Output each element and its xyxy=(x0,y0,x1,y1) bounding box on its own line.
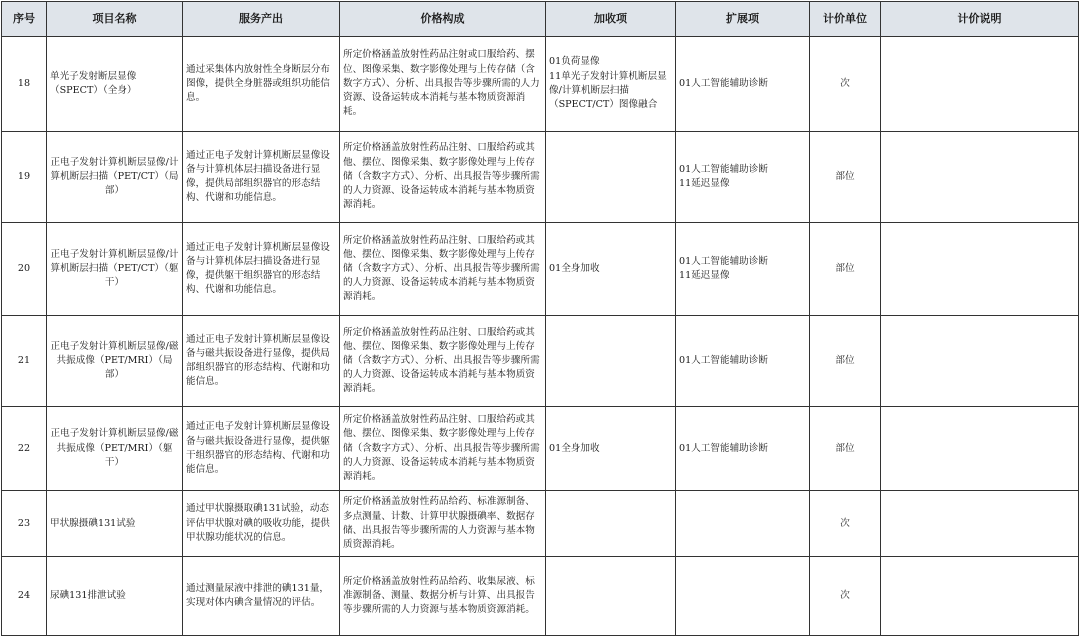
extension: 01人工智能辅助诊断 11延迟显像 xyxy=(676,223,810,316)
price-composition: 所定价格涵盖放射性药品注射、口服给药或其他、摆位、图像采集、数字影像处理与上传存储（含数字方式）、分析、出具报告等步骤所需的人力资源、设备运转成本消耗与基本物质资源消耗。 xyxy=(340,315,546,407)
pricing-note xyxy=(881,37,1079,132)
item-name: 单光子发射断层显像 （SPECT）（全身） xyxy=(47,37,183,132)
item-name: 甲状腺摄碘131试验 xyxy=(47,491,183,557)
table-row xyxy=(2,315,1079,407)
pricing-unit: 部位 xyxy=(810,407,881,491)
extension: 01人工智能辅助诊断 xyxy=(676,315,810,407)
pricing-unit: 次 xyxy=(810,491,881,557)
extension: 01人工智能辅助诊断 11延迟显像 xyxy=(676,131,810,223)
header-extension: 扩展项 xyxy=(676,2,810,37)
extension xyxy=(676,491,810,557)
table-row xyxy=(2,223,1079,316)
surcharge xyxy=(546,491,676,557)
header-item-name: 项目名称 xyxy=(47,2,183,37)
pricing-note xyxy=(881,407,1079,491)
item-name: 正电子发射计算机断层显像/磁共振成像（PET/MRI）（躯干） xyxy=(47,407,183,491)
price-composition: 所定价格涵盖放射性药品给药、收集尿液、标准源制备、测量、数据分析与计算、出具报告等步骤所需的人力资源与基本物质资源消耗。 xyxy=(340,557,546,636)
extension: 01人工智能辅助诊断 xyxy=(676,37,810,132)
pricing-unit: 部位 xyxy=(810,131,881,223)
item-name: 正电子发射计算机断层显像/计算机断层扫描（PET/CT）（局部） xyxy=(47,131,183,223)
row-number: 19 xyxy=(2,131,47,223)
pricing-unit: 次 xyxy=(810,557,881,636)
header-row xyxy=(2,2,1079,37)
table-row xyxy=(2,557,1079,636)
header-surcharge: 加收项 xyxy=(546,2,676,37)
price-composition: 所定价格涵盖放射性药品注射或口服给药、摆位、图像采集、数字影像处理与上传存储（含数字方式）、分析、出具报告等步骤所需的人力资源、设备运转成本消耗与基本物质资源消耗。 xyxy=(340,37,546,132)
pricing-unit: 部位 xyxy=(810,223,881,316)
service-output: 通过采集体内放射性全身断层分布图像，提供全身脏器或组织功能信息。 xyxy=(183,37,340,132)
surcharge xyxy=(546,557,676,636)
price-composition: 所定价格涵盖放射性药品注射、口服给药或其他、摆位、图像采集、数字影像处理与上传存储（含数字方式）、分析、出具报告等步骤所需的人力资源、设备运转成本消耗与基本物质资源消耗。 xyxy=(340,407,546,491)
pricing-note xyxy=(881,491,1079,557)
item-name: 正电子发射计算机断层显像/计算机断层扫描（PET/CT）（躯干） xyxy=(47,223,183,316)
item-name: 尿碘131排泄试验 xyxy=(47,557,183,636)
table-row xyxy=(2,407,1079,491)
row-number: 18 xyxy=(2,37,47,132)
header-price-composition: 价格构成 xyxy=(340,2,546,37)
extension xyxy=(676,557,810,636)
row-number: 24 xyxy=(2,557,47,636)
service-output: 通过正电子发射计算机断层显像设备与磁共振设备进行显像，提供躯干组织器官的形态结构、代谢和功能信息。 xyxy=(183,407,340,491)
pricing-note xyxy=(881,131,1079,223)
surcharge xyxy=(546,131,676,223)
item-name: 正电子发射计算机断层显像/磁共振成像（PET/MRI）（局部） xyxy=(47,315,183,407)
surcharge xyxy=(546,315,676,407)
pricing-unit: 部位 xyxy=(810,315,881,407)
service-output: 通过正电子发射计算机断层显像设备与计算机体层扫描设备进行显像，提供局部组织器官的形态结构、代谢和功能信息。 xyxy=(183,131,340,223)
service-output: 通过测量尿液中排泄的碘131量，实现对体内碘含量情况的评估。 xyxy=(183,557,340,636)
surcharge: 01全身加收 xyxy=(546,223,676,316)
row-number: 21 xyxy=(2,315,47,407)
price-composition: 所定价格涵盖放射性药品注射、口服给药或其他、摆位、图像采集、数字影像处理与上传存储（含数字方式）、分析、出具报告等步骤所需的人力资源、设备运转成本消耗与基本物质资源消耗。 xyxy=(340,131,546,223)
surcharge: 01负荷显像 11单光子发射计算机断层显像/计算机断层扫描（SPECT/CT）图像融合 xyxy=(546,37,676,132)
extension: 01人工智能辅助诊断 xyxy=(676,407,810,491)
pricing-note xyxy=(881,315,1079,407)
pricing-note xyxy=(881,223,1079,316)
table-row xyxy=(2,131,1079,223)
pricing-unit: 次 xyxy=(810,37,881,132)
header-no: 序号 xyxy=(2,2,47,37)
price-composition: 所定价格涵盖放射性药品给药、标准源制备、多点测量、计数、计算甲状腺摄碘率、数据存储、出具报告等步骤所需的人力资源与基本物质资源消耗。 xyxy=(340,491,546,557)
row-number: 23 xyxy=(2,491,47,557)
table-row xyxy=(2,37,1079,132)
row-number: 20 xyxy=(2,223,47,316)
price-composition: 所定价格涵盖放射性药品注射、口服给药或其他、摆位、图像采集、数字影像处理与上传存储（含数字方式）、分析、出具报告等步骤所需的人力资源、设备运转成本消耗与基本物质资源消耗。 xyxy=(340,223,546,316)
table-row xyxy=(2,491,1079,557)
service-output: 通过甲状腺摄取碘131试验，动态评估甲状腺对碘的吸收功能，提供甲状腺功能状况的信息。 xyxy=(183,491,340,557)
header-unit: 计价单位 xyxy=(810,2,881,37)
service-output: 通过正电子发射计算机断层显像设备与计算机体层扫描设备进行显像，提供躯干组织器官的形态结构、代谢和功能信息。 xyxy=(183,223,340,316)
header-service-output: 服务产出 xyxy=(183,2,340,37)
pricing-table xyxy=(1,1,1079,636)
surcharge: 01全身加收 xyxy=(546,407,676,491)
row-number: 22 xyxy=(2,407,47,491)
service-output: 通过正电子发射计算机断层显像设备与磁共振设备进行显像，提供局部组织器官的形态结构、代谢和功能信息。 xyxy=(183,315,340,407)
header-note: 计价说明 xyxy=(881,2,1079,37)
pricing-note xyxy=(881,557,1079,636)
